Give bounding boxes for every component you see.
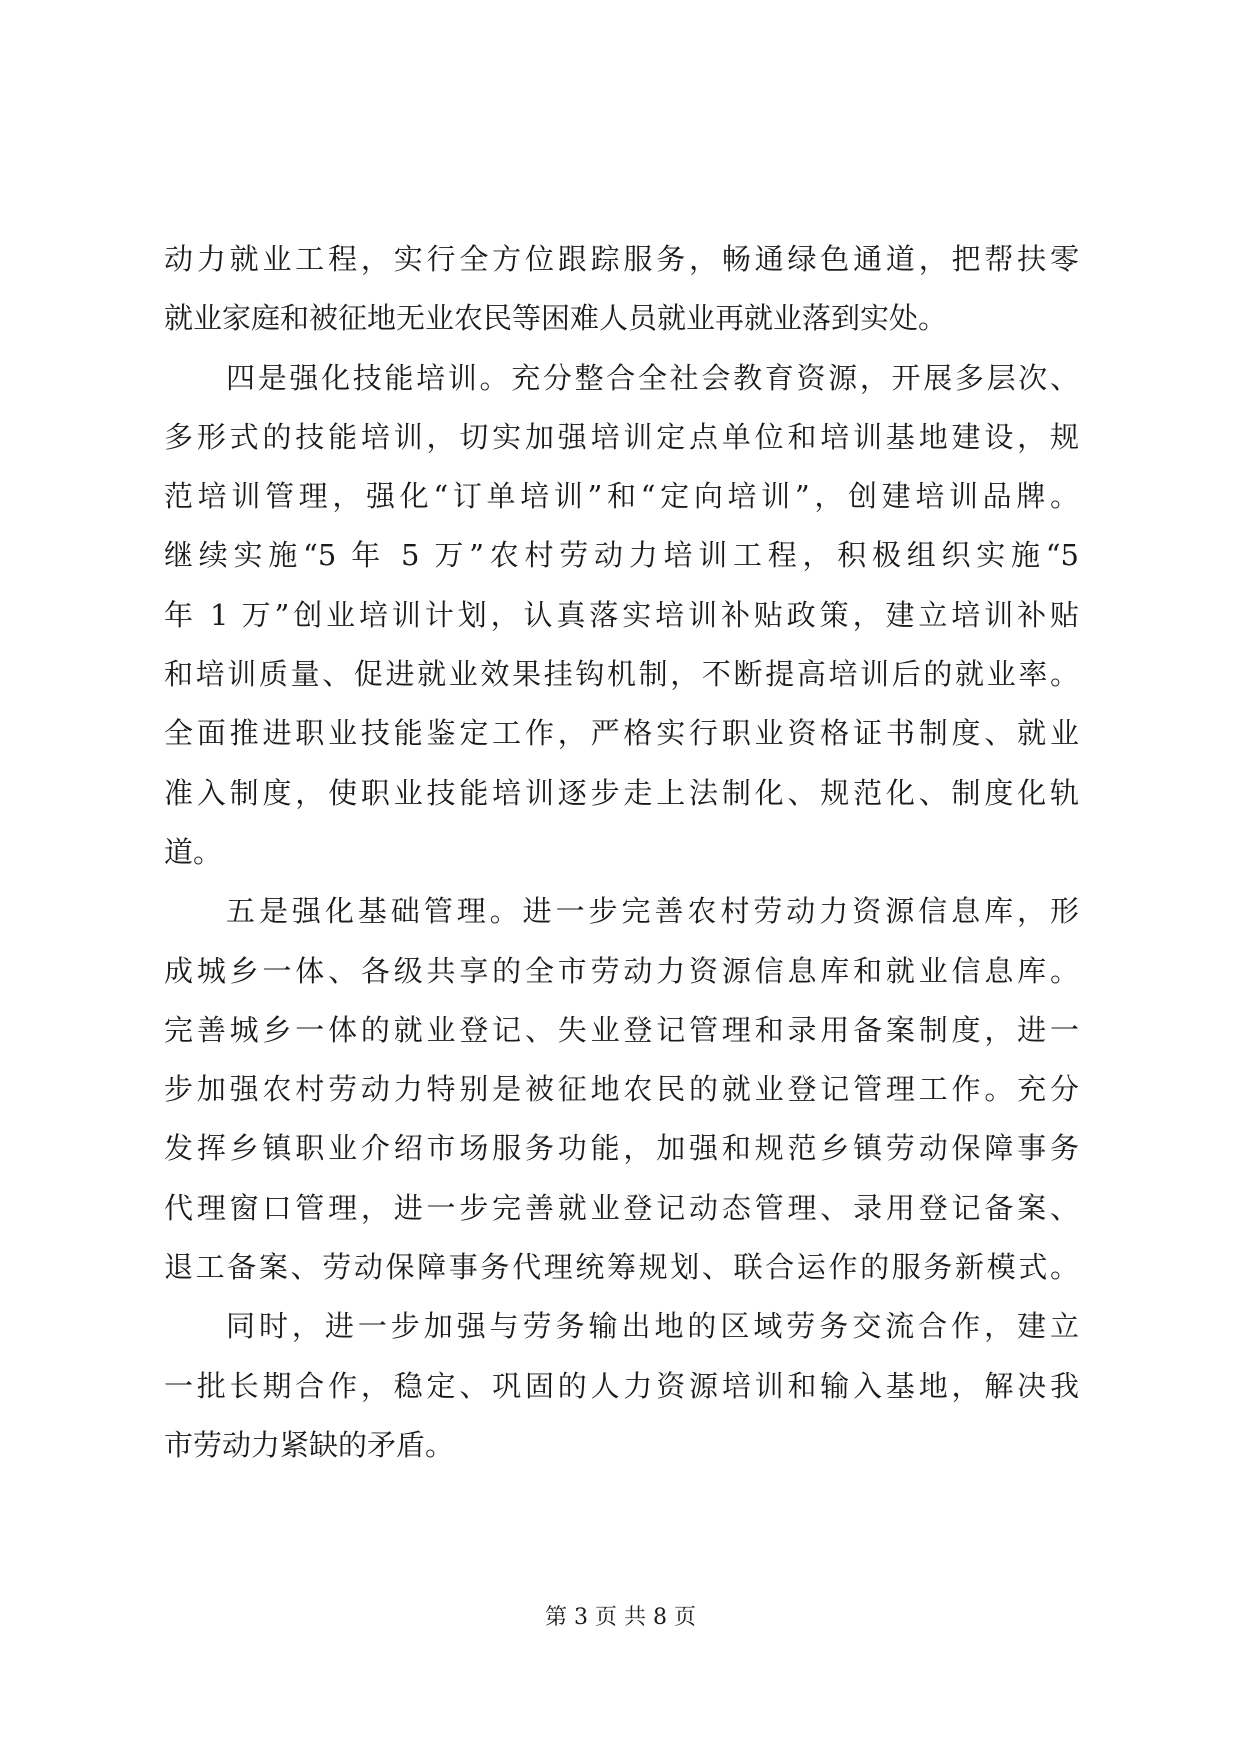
page-number-footer: 第 3 页 共 8 页 bbox=[545, 1605, 696, 1630]
paragraph bbox=[164, 349, 1079, 883]
text-line: 五是强化基础管理。进一步完善农村劳动力资源信息库，形 bbox=[226, 894, 1079, 929]
text-line: 年 1 万”创业培训计划，认真落实培训补贴政策，建立培训补贴 bbox=[164, 597, 1079, 632]
text-line: 范培训管理，强化“订单培训”和“定向培训”，创建培训品牌。 bbox=[164, 479, 1079, 514]
text-line: 继续实施“5 年 5 万”农村劳动力培训工程，积极组织实施“5 bbox=[164, 538, 1079, 573]
text-line: 准入制度，使职业技能培训逐步走上法制化、规范化、制度化轨 bbox=[164, 775, 1079, 810]
text-line: 同时，进一步加强与劳务输出地的区域劳务交流合作，建立 bbox=[226, 1309, 1079, 1344]
text-line: 道。 bbox=[164, 834, 223, 869]
text-line: 代理窗口管理，进一步完善就业登记动态管理、录用登记备案、 bbox=[164, 1190, 1079, 1225]
text-line: 市劳动力紧缺的矛盾。 bbox=[164, 1427, 455, 1462]
text-line: 发挥乡镇职业介绍市场服务功能，加强和规范乡镇劳动保障事务 bbox=[164, 1131, 1079, 1166]
paragraph bbox=[164, 882, 1079, 1297]
text-line: 退工备案、劳动保障事务代理统筹规划、联合运作的服务新模式。 bbox=[164, 1250, 1079, 1285]
text-line: 多形式的技能培训，切实加强培训定点单位和培训基地建设，规 bbox=[164, 419, 1079, 454]
text-line: 和培训质量、促进就业效果挂钩机制，不断提高培训后的就业率。 bbox=[164, 657, 1079, 692]
text-line: 一批长期合作，稳定、巩固的人力资源培训和输入基地，解决我 bbox=[164, 1368, 1079, 1403]
text-line: 成城乡一体、各级共享的全市劳动力资源信息库和就业信息库。 bbox=[164, 953, 1079, 988]
paragraph bbox=[164, 230, 1079, 349]
text-line: 就业家庭和被征地无业农民等困难人员就业再就业落到实处。 bbox=[164, 301, 948, 336]
text-line: 完善城乡一体的就业登记、失业登记管理和录用备案制度，进一 bbox=[164, 1012, 1079, 1047]
text-line: 步加强农村劳动力特别是被征地农民的就业登记管理工作。充分 bbox=[164, 1072, 1079, 1107]
body-text bbox=[164, 230, 1079, 1475]
text-line: 四是强化技能培训。充分整合全社会教育资源，开展多层次、 bbox=[226, 360, 1079, 395]
text-line: 全面推进职业技能鉴定工作，严格实行职业资格证书制度、就业 bbox=[164, 716, 1079, 751]
text-line: 动力就业工程，实行全方位跟踪服务，畅通绿色通道，把帮扶零 bbox=[164, 242, 1079, 276]
paragraph bbox=[164, 1297, 1079, 1475]
